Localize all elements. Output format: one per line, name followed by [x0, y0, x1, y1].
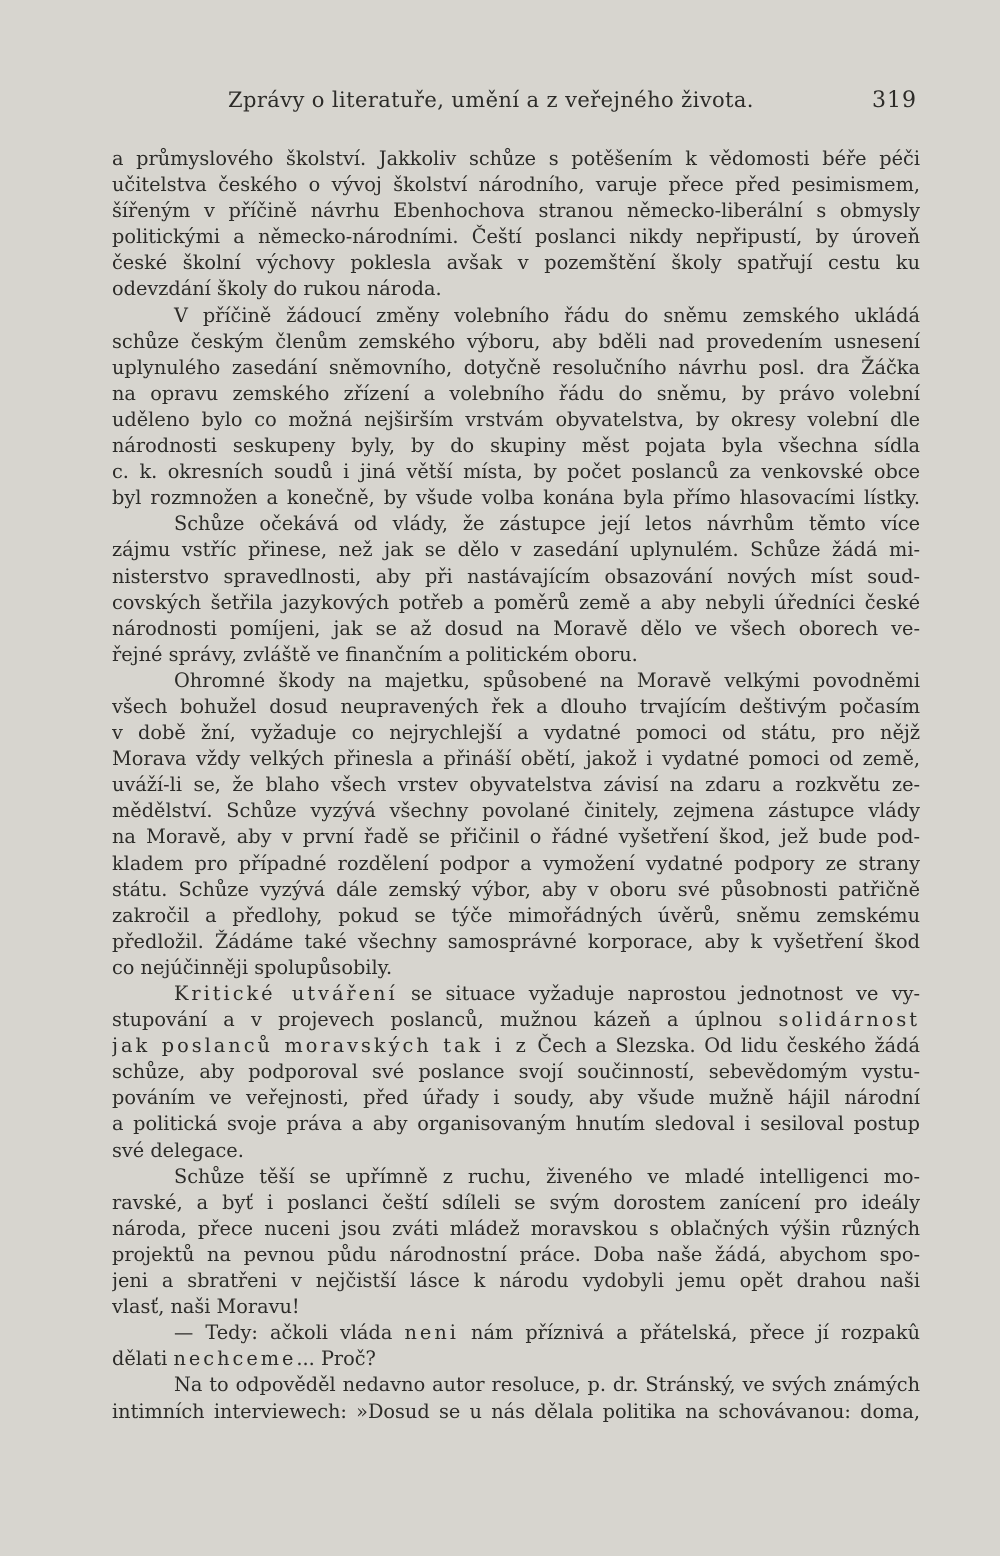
text-line: Schůze těší se upřímně z ruchu, živeného ve mladé intelligenci mo-	[174, 1164, 920, 1188]
text-run: stupování a v projevech poslanců, mužnou kázeň a úplnou	[112, 1008, 779, 1032]
text-line: na opravu zemského zřízení a volebního řádu do sněmu, by právo volební	[112, 381, 920, 405]
text-line: národa, přece nuceni jsou zváti mládež moravskou s oblačných výšin různých	[112, 1216, 920, 1240]
text-run: ... Proč?	[296, 1347, 376, 1371]
running-head: Zprávy o literatuře, umění a z veřejného života.	[228, 88, 754, 112]
text-line: v době žní, vyžaduje co nejrychlejší a vydatné pomoci od státu, pro nějž	[112, 721, 920, 745]
text-line: šířeným v příčině návrhu Ebenhochova stranou německo-liberální s obmysly	[112, 199, 920, 223]
text-line: politickými a německo-národními. Čeští poslanci nikdy nepřipustí, by úroveň	[112, 225, 920, 249]
text-run: — Tedy: ačkoli vláda	[174, 1321, 405, 1345]
body-text	[112, 146, 920, 1425]
text-line: byl rozmnožen a konečně, by všude volba konána byla přímo hlasovacími lístky.	[112, 486, 920, 510]
text-line: pováním ve veřejnosti, před úřady i soudy, aby všude mužně hájil národní	[112, 1086, 920, 1110]
text-line: všech bohužel dosud neupravených řek a dlouho trvajícím deštivým počasím	[112, 694, 920, 718]
text-line	[112, 1346, 920, 1372]
text-line	[112, 1033, 920, 1059]
text-line: národnosti seskupeny byly, by do skupiny měst pojata byla všechna sídla	[112, 434, 920, 458]
text-line: uděleno bylo co možná nejširším vrstvám obyvatelstva, by okresy volební dle	[112, 407, 920, 431]
text-line: české školní výchovy poklesla avšak v pozemštění školy spatřují cestu ku	[112, 251, 920, 275]
text-line: vlasť, naši Moravu!	[112, 1295, 300, 1319]
text-line: kladem pro případné rozdělení podpor a vymožení vydatné podpory ze strany	[112, 851, 920, 875]
text-line	[112, 981, 920, 1007]
text-line: Na to odpověděl nedavno autor resoluce, p. dr. Stránský, ve svých známých	[174, 1373, 920, 1397]
spaced-emphasis: jak poslanců moravských tak i z	[112, 1034, 529, 1058]
text-run: se situace vyžaduje naprostou jednotnost ve vy-	[397, 982, 920, 1005]
text-line	[112, 1320, 920, 1346]
text-line: V příčině žádoucí změny volebního řádu do sněmu zemského ukládá	[174, 303, 920, 327]
text-line: Morava vždy velkých přinesla a přináší obětí, jakož i vydatné pomoci od země,	[112, 747, 920, 771]
text-line: co nejúčinněji spolupůsobily.	[112, 955, 393, 979]
text-line: zájmu vstříc přinese, než jak se dělo v zasedání uplynulém. Schůze žádá mi-	[112, 538, 920, 562]
spaced-emphasis: Kritické utváření	[174, 982, 398, 1005]
text-line: schůze, aby podporoval své poslance svojí součinností, sebevědomým vystu-	[112, 1060, 920, 1084]
text-line: schůze českým členům zemského výboru, aby bděli nad provedením usnesení	[112, 329, 920, 353]
text-line: a průmyslového školství. Jakkoliv schůze s potěšením k vědomosti béře péči	[112, 147, 920, 170]
text-line: nisterstvo spravedlnosti, aby při nastávajícím obsazování nových míst soud-	[112, 564, 920, 588]
text-line: na Moravě, aby v první řadě se přičinil o řádné vyšetření škod, jež bude pod-	[112, 825, 920, 849]
text-line: projektů na pevnou půdu národnostní práce. Doba naše žádá, abychom spo-	[112, 1242, 920, 1266]
text-run: nám příznivá a přátelská, přece jí rozpakû	[458, 1321, 920, 1345]
spaced-emphasis: neni	[404, 1321, 459, 1345]
text-line: Schůze očekává od vlády, že zástupce její letos návrhům těmto více	[174, 512, 920, 536]
spaced-emphasis: nechceme	[173, 1347, 297, 1371]
text-run: dělati	[112, 1347, 174, 1371]
page-number: 319	[872, 88, 917, 113]
text-line: uváží-li se, že blaho všech vrstev obyvatelstva závisí na zdaru a rozkvětu ze-	[112, 773, 920, 797]
text-run: Čech a Slezska. Od lidu českého žádá	[528, 1034, 920, 1058]
text-line: Ohromné škody na majetku, spůsobené na Moravě velkými povodněmi	[174, 668, 920, 692]
text-line: ravské, a byť i poslanci čeští sdíleli se svým dorostem zanícení pro ideály	[112, 1190, 920, 1214]
text-line: intimních interviewech: »Dosud se u nás dělala politika na schovávanou: doma,	[112, 1399, 920, 1423]
text-line: zakročil a předlohy, pokud se týče mimořádných úvěrů, sněmu zemskému	[112, 903, 920, 927]
text-line: národnosti pomíjeni, jak se až dosud na Moravě dělo ve všech oborech ve-	[112, 616, 920, 640]
text-line: covských šetřila jazykových potřeb a poměrů země a aby nebyli úředníci české	[112, 590, 920, 614]
text-line: mědělství. Schůze vyzývá všechny povolané činitely, zejmena zástupce vlády	[112, 799, 920, 823]
text-line: předložil. Žádáme také všechny samosprávné korporace, aby k vyšetření škod	[112, 929, 920, 953]
text-line: státu. Schůze vyzývá dále zemský výbor, aby v oboru své působnosti patřičně	[112, 877, 920, 901]
spaced-emphasis: solidárnost	[778, 1008, 920, 1032]
text-line: řejné správy, zvláště ve finančním a politickém oboru.	[112, 642, 638, 666]
text-line: c. k. okresních soudů i jiná větší místa, by počet poslanců za venkovské obce	[112, 460, 920, 484]
text-line: uplynulého zasedání sněmovního, dotyčně resolučního návrhu posl. dra Žáčka	[112, 355, 920, 379]
text-line: své delegace.	[112, 1138, 244, 1162]
text-line: a politická svoje práva a aby organisovaným hnutím sledoval i sesiloval postup	[112, 1112, 920, 1136]
text-line: odevzdání školy do rukou národa.	[112, 277, 442, 301]
text-line: jeni a sbratřeni v nejčistší lásce k národu vydobyli jemu opět drahou naši	[112, 1269, 920, 1293]
text-line: učitelstva českého o vývoj školství národního, varuje přece před pesimismem,	[112, 173, 920, 197]
text-line	[112, 1007, 920, 1033]
